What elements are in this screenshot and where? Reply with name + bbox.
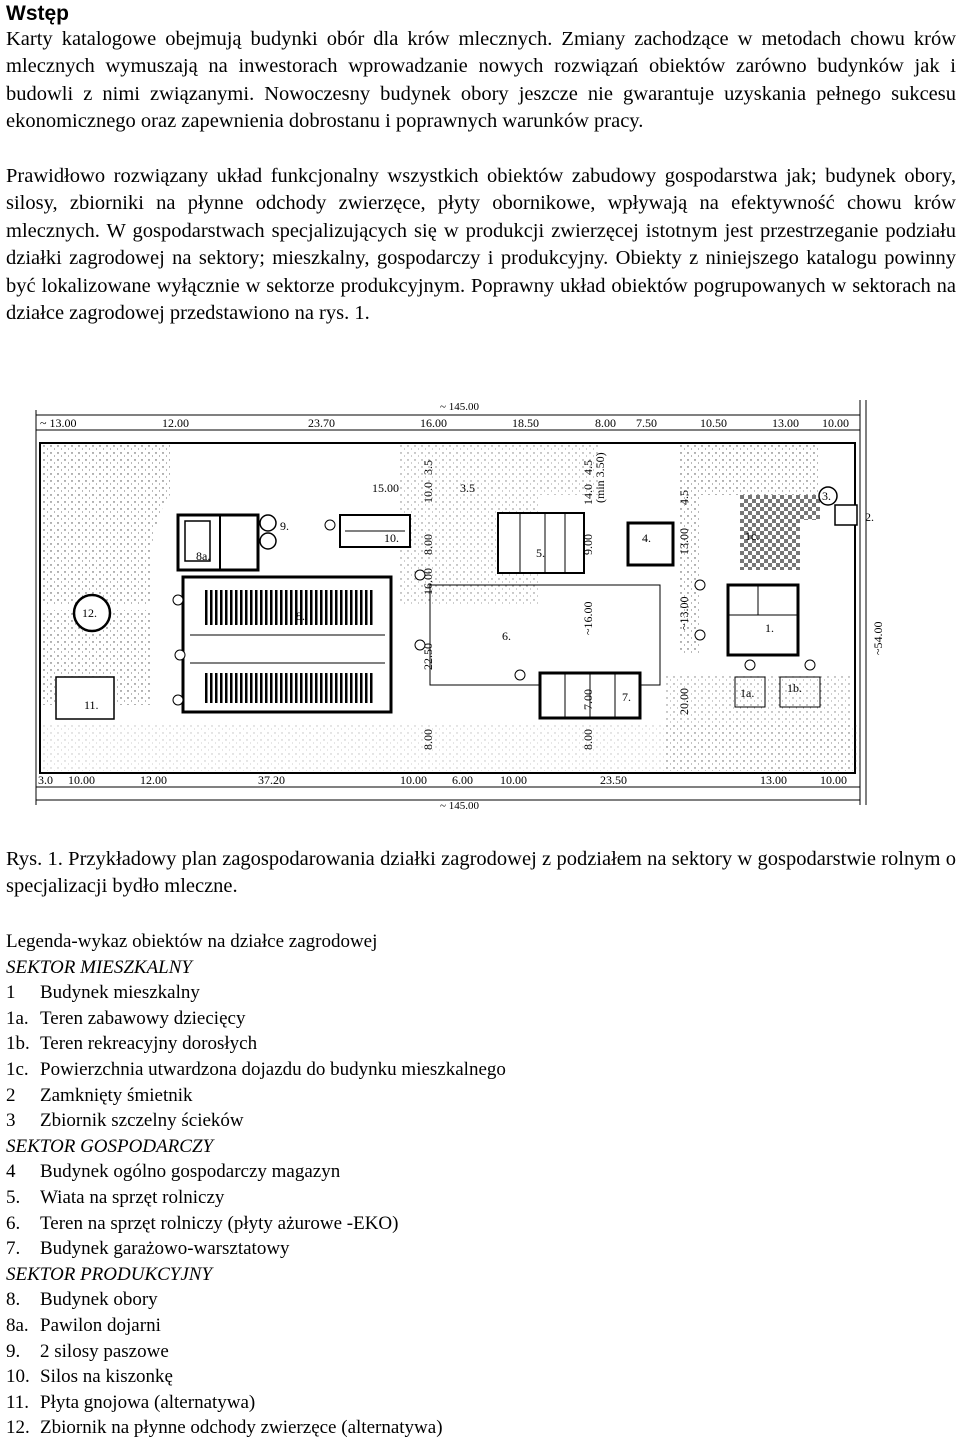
legend-item-number: 8. [6, 1289, 21, 1311]
legend-item [6, 1006, 506, 1032]
legend-item [6, 1415, 506, 1441]
dimension-label: 8.00 [421, 729, 435, 750]
legend-item [6, 1083, 506, 1109]
plan-object-label: 9. [280, 519, 289, 533]
intro-paragraph: Karty katalogowe obejmują budynki obór dla krów mlecznych. Zmiany zachodzące w metodach chowu krów mlecznych wymuszają na inwestorach wprowadzanie nowych rozwiązań obiektów zarówno budynków jak i budowli z nimi związanymi. Nowoczesny budynek obory jeszcze nie gwarantuje uzyskania pełnego sukcesu ekonomicznego oraz zapewnienia dobrostanu i poprawnych warunków pracy. [6, 28, 956, 133]
plan-object-label: 8a. [196, 549, 211, 563]
figure-caption: Rys. 1. Przykładowy plan zagospodarowania działki zagrodowej z podziałem na sektory w gospodarstwie rolnym o specjalizacji bydło mleczne. [6, 848, 956, 897]
plan-object-label: 1. [765, 621, 774, 635]
dimension-label: 23.50 [600, 773, 627, 787]
legend-item-number: 8a. [6, 1314, 29, 1336]
dimension-label: 9.00 [581, 534, 595, 555]
legend-item [6, 1364, 506, 1390]
dimension-label: 10.00 [822, 416, 849, 430]
legend-item-number: 1 [6, 982, 16, 1004]
dimension-label: 13.00 [772, 416, 799, 430]
plan-object-label: 5. [536, 546, 545, 560]
sector-residential-list [6, 980, 506, 1134]
dimension-label: ~ 13.00 [40, 416, 77, 430]
dimension-label: ~13.00 [677, 596, 691, 630]
sector-farm-list [6, 1159, 506, 1261]
legend-item-text: Budynek mieszkalny [40, 982, 200, 1004]
sector-farm-heading: SEKTOR GOSPODARCZY [6, 1135, 214, 1157]
sector-production-list [6, 1287, 506, 1441]
dimension-label: 10.50 [700, 416, 727, 430]
legend-item [6, 1185, 506, 1211]
waste-bin-enclosure [835, 505, 857, 525]
residential-house [728, 585, 798, 655]
dimension-label: 4.5 [677, 490, 691, 505]
plan-object-label: 2. [865, 510, 874, 524]
dimension-label: 6.00 [452, 773, 473, 787]
dimension-label: ~54.00 [871, 621, 885, 655]
sector-residential-heading: SEKTOR MIESZKALNY [6, 956, 192, 978]
legend-item-number: 9. [6, 1340, 21, 1362]
plan-object-label: 12. [82, 606, 97, 620]
legend-item-number: 12. [6, 1417, 30, 1439]
legend-item-number: 11. [6, 1391, 30, 1413]
dimension-label: 20.00 [677, 688, 691, 715]
legend-item-number: 3 [6, 1110, 16, 1132]
legend-item-number: 2 [6, 1084, 16, 1106]
dimension-label: 3.0 [38, 773, 53, 787]
legend-item [6, 1108, 506, 1134]
sector-production-heading: SEKTOR PRODUKCYJNY [6, 1263, 213, 1285]
dimension-label: 7.50 [636, 416, 657, 430]
dimension-label: 3.5 [460, 481, 475, 495]
plan-object-label: 10. [384, 531, 399, 545]
legend [6, 929, 506, 1441]
legend-item-number: 7. [6, 1238, 21, 1260]
legend-item-text: Wiata na sprzęt rolniczy [40, 1186, 225, 1208]
dimension-label: (min 3.50) [593, 452, 607, 503]
dimension-label: 15.00 [372, 481, 399, 495]
dimension-label: 18.50 [512, 416, 539, 430]
legend-item-number: 1a. [6, 1007, 29, 1029]
total-width-top: ~ 145.00 [440, 401, 479, 413]
legend-item-text: Powierzchnia utwardzona dojazdu do budynku mieszkalnego [40, 1058, 506, 1080]
plan-object-label: 11. [84, 698, 99, 712]
legend-item-text: Teren rekreacyjny dorosłych [40, 1033, 258, 1055]
legend-item [6, 1057, 506, 1083]
dimension-label: 10.0 [421, 482, 435, 503]
legend-item-text: Budynek garażowo-warsztatowy [40, 1238, 290, 1260]
dimension-label: 14.0 [581, 484, 595, 505]
legend-item-text: Płyta gnojowa (alternatywa) [40, 1391, 256, 1413]
legend-item-text: Teren na sprzęt rolniczy (płyty ażurowe -EKO) [40, 1212, 399, 1234]
dimension-label: 8.00 [421, 534, 435, 555]
legend-item-text: Budynek ogólno gospodarczy magazyn [40, 1161, 341, 1183]
legend-item [6, 1390, 506, 1416]
dimension-label: 3.5 [421, 460, 435, 475]
legend-item-text: Zamknięty śmietnik [40, 1084, 193, 1106]
legend-title: Legenda-wykaz obiektów na działce zagrodowej [6, 931, 378, 952]
equipment-shed [498, 513, 584, 573]
dimension-label: 16.00 [420, 416, 447, 430]
site-plan-figure [0, 395, 960, 815]
legend-item-number: 1c. [6, 1058, 29, 1080]
legend-item-text: Zbiornik szczelny ścieków [40, 1110, 244, 1132]
legend-item-number: 1b. [6, 1033, 30, 1055]
cow-barn [183, 577, 391, 712]
plan-object-label: 1c. [745, 529, 760, 543]
plan-object-label: 1b. [787, 681, 802, 695]
total-width-bottom: ~ 145.00 [440, 800, 479, 812]
dimension-label: 12.00 [162, 416, 189, 430]
dimension-label: 16.00 [421, 568, 435, 595]
dimension-label: 8.00 [595, 416, 616, 430]
plan-object-label: 1a. [740, 686, 755, 700]
silo-icon [260, 515, 276, 531]
dimension-label: 10.00 [820, 773, 847, 787]
legend-item-text: Teren zabawowy dziecięcy [40, 1007, 246, 1029]
legend-item [6, 1159, 506, 1185]
dimension-label: 7.00 [581, 689, 595, 710]
legend-item-text: Zbiornik na płynne odchody zwierzęce (alternatywa) [40, 1417, 443, 1439]
dimension-label: 37.20 [258, 773, 285, 787]
plan-object-label: 6. [502, 629, 511, 643]
plan-object-label: 3. [822, 489, 831, 503]
dimension-label: 4.5 [581, 460, 595, 475]
dimension-label: 22.50 [421, 643, 435, 670]
dimension-label: 10.00 [400, 773, 427, 787]
dimension-label: 8.00 [581, 729, 595, 750]
legend-item [6, 1211, 506, 1237]
legend-item [6, 1339, 506, 1365]
dimension-label: 10.00 [500, 773, 527, 787]
legend-item-text: Budynek obory [40, 1289, 158, 1311]
legend-item-number: 5. [6, 1186, 21, 1208]
legend-item-text: Silos na kiszonkę [40, 1366, 173, 1388]
legend-item [6, 1313, 506, 1339]
dimension-label: 12.00 [140, 773, 167, 787]
layout-paragraph: Prawidłowo rozwiązany układ funkcjonalny wszystkich obiektów zabudowy gospodarstwa jak; budynek obory, silosy, zbiorniki na płynne odchody zwierzęce, płyty obornikowe, wpływają na efektywność chowu krów mlecznych. W gospodarstwach specjalizujących się w produkcji zwierzęcej istotnym jest przestrzeganie podziału działki zagrodowej na sektory; mieszkalny, gospodarczy i produkcyjny. Obiekty z niniejszego katalogu powinny być lokalizowane wyłącznie w sektorze produkcyjnym. Poprawny układ obiektów pogrupowanych w sektorach na działce zagrodowej przedstawiono na rys. 1. [6, 165, 956, 325]
dimension-label: 13.00 [760, 773, 787, 787]
plan-object-label: 4. [642, 531, 651, 545]
legend-item-number: 4 [6, 1161, 16, 1183]
dimension-label: ~16.00 [581, 601, 595, 635]
legend-item-text: 2 silosy paszowe [40, 1340, 169, 1362]
legend-item [6, 1031, 506, 1057]
legend-item [6, 1287, 506, 1313]
legend-item-number: 10. [6, 1366, 30, 1388]
section-heading: Wstęp [6, 2, 69, 25]
legend-item [6, 980, 506, 1006]
legend-item [6, 1236, 506, 1262]
dimension-label: 13.00 [677, 528, 691, 555]
dimension-label: 23.70 [308, 416, 335, 430]
plan-object-label: 8. [296, 609, 305, 623]
silo-icon [260, 533, 276, 549]
legend-item-text: Pawilon dojarni [40, 1314, 161, 1336]
plan-object-label: 7. [622, 690, 631, 704]
legend-item-number: 6. [6, 1212, 21, 1234]
dimension-label: 10.00 [68, 773, 95, 787]
